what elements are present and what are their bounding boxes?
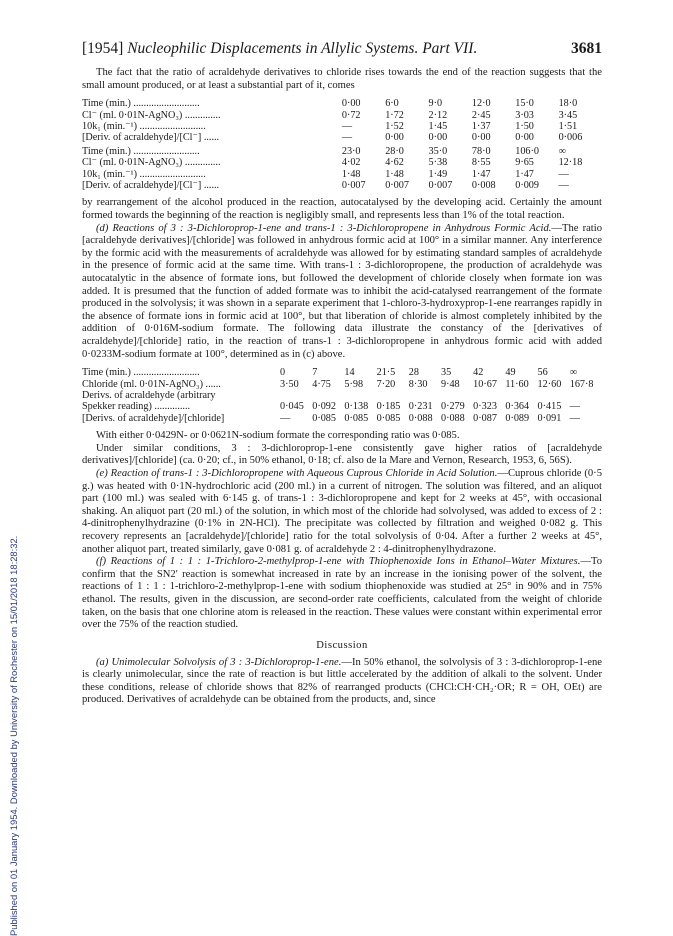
table-cell: 5·38 (428, 157, 448, 169)
table-cell: 1·51 (558, 121, 578, 132)
table-cell: 23·0 (341, 145, 361, 157)
table-cell: 49 (505, 367, 516, 379)
table-cell: 1·72 (385, 109, 404, 121)
table-cell: 0·279 (440, 401, 465, 413)
table-cell: 4·02 (341, 157, 361, 169)
header-year: [1954] (82, 40, 124, 57)
table-row (82, 144, 602, 157)
table-cell (473, 390, 505, 401)
table-cell: 35 (440, 367, 452, 379)
row-label: 10k₁ (min.⁻¹) .......................... (82, 168, 206, 180)
table-cell: 0·085 (312, 412, 336, 424)
table-cell: 0·085 (376, 412, 401, 424)
table-cell: 0·00 (471, 132, 491, 144)
table-cell: — (558, 180, 569, 192)
table-cell: 0·085 (344, 412, 369, 424)
table-cell: 106·0 (515, 145, 539, 157)
section-e-heading: (e) Reaction of trans-1 : 3-Dichloropropene with Aqueous Cuprous Chloride in Acid Solution. (96, 467, 498, 479)
table-cell: 1·47 (471, 168, 491, 180)
download-notice: Published on 01 January 1954. Downloaded by University of Rochester on 15/01/2018 18:28:32. (8, 535, 19, 936)
table-cell (312, 390, 344, 401)
table-cell: 4·75 (312, 378, 331, 390)
table-cell: 0·007 (341, 180, 366, 192)
table-cell: 3·45 (558, 109, 578, 121)
table-cell: 8·55 (471, 157, 491, 169)
table-cell: 12·60 (537, 378, 562, 390)
table-cell: 0 (280, 367, 286, 379)
table-cell: 9·65 (515, 157, 534, 169)
table-cell: ∞ (569, 367, 577, 379)
table-cell: 0·00 (515, 132, 534, 144)
row-label: Spekker reading) .............. (82, 401, 191, 413)
table-row (82, 367, 602, 378)
table-cell: 35·0 (428, 145, 448, 157)
table-cell: ∞ (558, 145, 566, 157)
table-row (82, 110, 602, 121)
table-cell: 0·087 (473, 412, 497, 424)
table-cell (441, 390, 473, 401)
table-cell: 8·30 (408, 378, 428, 390)
paragraph-ratio-note: With either 0·0429N- or 0·0621N-sodium formate the corresponding ratio was 0·085. (96, 430, 460, 442)
table-cell: 6·0 (385, 98, 399, 110)
paragraph-similar-conditions: Under similar conditions, 3 : 3-dichloroprop-1-ene consistently gave higher ratios of [acraldehyde derivatives]/[chloride] (ca. 0·20; cf., in 50% ethanol, 0·18; cf. also de la Mare and Vernon, Research, 1953, 6, 56S). (82, 442, 602, 467)
table-cell: 0·364 (505, 401, 530, 413)
table-cell: 0·007 (385, 180, 409, 192)
table-cell: 0·009 (515, 180, 539, 192)
table-cell: 1·50 (515, 121, 534, 132)
section-f-heading: (f) Reactions of 1 : 1 : 1-Trichloro-2-methylprop-1-ene with Thiophenoxide Ions in Ethanol–Water Mixtures. (96, 556, 581, 568)
table-cell: 0·008 (471, 180, 496, 192)
section-f-body: —To confirm that the SN2′ reaction is somewhat increased in rate by an increase in the ionising power of the solvent, the reactions of 1 : 1 : 1-trichloro-2-methylprop-1-ene with sodium thiophenoxide was studied at 25° in 90% and in 75% ethanol. The results, given in the discussion, are second-order rate coefficients, calculated from the weight of chloride taken, on the basis that one chlorine atom is released in the reaction. These values were constant within experimental error over the 75% of the reaction studied. (82, 556, 602, 631)
table-cell: 0·185 (376, 401, 401, 413)
table-cell: 12·0 (471, 98, 491, 110)
table-row (82, 169, 602, 180)
table-row (82, 390, 602, 401)
row-label: 10k₁ (min.⁻¹) .......................... (82, 121, 206, 132)
table-cell: 1·49 (428, 168, 448, 180)
table-cell: 0·138 (344, 401, 369, 413)
table-cell: 0·088 (408, 412, 433, 424)
table-cell: 7·20 (376, 378, 396, 390)
table-row (82, 413, 602, 424)
table-cell: 3·50 (280, 378, 299, 390)
table-cell: 28·0 (385, 145, 404, 157)
table-cell: — (569, 412, 580, 424)
table-row (82, 132, 602, 143)
section-d-heading: (d) Reactions of 3 : 3-Dichloroprop-1-ene and trans-1 : 3-Dichloropropene in Anhydrous Formic Acid. (96, 222, 552, 234)
table-cell: 0·00 (385, 132, 404, 144)
paragraph-section-f (82, 556, 602, 632)
table-cell: 0·231 (408, 401, 433, 413)
row-label: Chloride (ml. 0·01N-AgNO₃) ...... (82, 378, 221, 390)
table-cell: 1·45 (428, 121, 448, 132)
table-cell: 0·088 (440, 412, 465, 424)
table-cell: 0·323 (473, 401, 497, 413)
table-row (82, 180, 602, 191)
header-title: Nucleophilic Displacements in Allylic Systems. Part VII. (127, 40, 478, 57)
table-cell: 4·62 (385, 157, 404, 169)
journal-page (82, 40, 602, 707)
row-label: Cl⁻ (ml. 0·01N-AgNO₃) .............. (82, 157, 221, 169)
table-cell (538, 390, 570, 401)
table-cell: 1·52 (385, 121, 404, 132)
running-header (82, 40, 602, 58)
section-d-body: —The ratio [acraldehyde derivatives]/[chloride] was followed in anhydrous formic acid at 100° in a similar manner. Any interference by the formic acid with the measurements of acraldehyde was allowed for by estimating standard samples of acraldehyde in the presence of formic acid at the same time. With trans-1 : 3-dichloropropene, the production of acraldehyde was autocatalytic in the absence of formate ions, but followed the development of chloride closely when formate ion was added. It is presumed that the function of added formate was to inhibit the acid-catalysed rearrangement of the formate produced in the solvolysis; it was shown in a separate experiment that 1-chloro-3-hydroxyprop-1-ene rearranges rapidly in the absence of formate ions in formic acid at 100°, but that liberation of chloride is almost completely inhibited by the addition of 0·016M-sodium formate. The following data illustrate the constancy of the [derivatives of acraldehyde]/[chloride] ratio, in the reaction of trans-1 : 3-dichloropropene in anhydrous formic acid with added 0·0233M-sodium formate at 100°, determined as in (c) above. (82, 222, 602, 360)
table-cell: 0·415 (537, 401, 562, 413)
row-label: Time (min.) .......................... (82, 367, 200, 379)
row-label: Time (min.) .......................... (82, 145, 200, 157)
table-cell: 11·60 (505, 378, 529, 390)
table-cell (409, 390, 441, 401)
table-cell: 1·37 (471, 121, 491, 132)
table-cell: 0·006 (558, 132, 583, 144)
table-cell: — (558, 168, 569, 180)
page-number: 3681 (571, 40, 602, 57)
table-cell: 3·03 (515, 109, 534, 121)
table-row (82, 157, 602, 168)
table-row (82, 401, 602, 412)
table-cell: 2·12 (428, 109, 448, 121)
row-label: [Derivs. of acraldehyde]/[chloride] (82, 412, 225, 424)
table-row (82, 121, 602, 132)
table-cell: 10·67 (473, 378, 497, 390)
row-label: [Deriv. of acraldehyde]/[Cl⁻] ...... (82, 180, 220, 192)
table-cell: — (280, 412, 291, 424)
table-cell: 9·48 (440, 378, 460, 390)
table-cell: 9·0 (428, 98, 443, 110)
table-cell: — (569, 401, 580, 413)
table-cell: 15·0 (515, 98, 534, 110)
table-cell (280, 390, 312, 401)
table-cell: 1·48 (341, 168, 361, 180)
table-cell: 14 (344, 367, 355, 379)
table-cell: 0·00 (341, 98, 361, 110)
table-cell: 5·98 (344, 378, 364, 390)
section-title-discussion: Discussion (316, 639, 368, 651)
formate-ratio-table (82, 367, 602, 424)
table-cell (570, 390, 602, 401)
discussion-a-body: —In 50% ethanol, the solvolysis of 3 : 3-dichloroprop-1-ene is clearly unimolecular, since the rate of reaction is but little accelerated by the addition of alkali to the solvent. Under these conditions, release of chloride shows that 82% of rearranged products (CHCl:CH·CH₂·OR; R = OH, OEt) are produced. Derivatives of acraldehyde can be obtained from the products, and, since (82, 656, 602, 706)
table-cell: 0·007 (428, 180, 453, 192)
table-row (82, 98, 602, 109)
paragraph-section-e (82, 468, 602, 556)
table-cell: 0·72 (341, 109, 361, 121)
discussion-a-heading: (a) Unimolecular Solvolysis of 3 : 3-Dichloroprop-1-ene. (96, 656, 342, 668)
table-row (82, 379, 602, 390)
paragraph-discussion-a (82, 657, 602, 707)
table-cell (505, 390, 537, 401)
table-cell: 78·0 (471, 145, 491, 157)
table-cell: — (341, 121, 353, 132)
kinetics-table (82, 98, 602, 191)
paragraph-rearrangement: by rearrangement of the alcohol produced in the reaction, autocatalysed by the developing acid. Certainly the amount formed towards the beginning of the reaction is negligibly small, and represents less than 1% of the total reaction. (82, 197, 602, 222)
paragraph-section-d (82, 223, 602, 362)
table-cell: 12·18 (558, 157, 583, 169)
table-cell: 21·5 (376, 367, 396, 379)
table-cell: 1·48 (385, 168, 404, 180)
row-label: Time (min.) .......................... (82, 98, 200, 110)
table-cell: 0·00 (428, 132, 448, 144)
table-cell: 1·47 (515, 168, 534, 180)
table-cell: 167·8 (569, 378, 594, 390)
table-cell: 7 (312, 367, 318, 379)
table-cell: 0·092 (312, 401, 336, 413)
table-cell: — (341, 132, 353, 144)
table-cell: 18·0 (558, 98, 578, 110)
table-cell: 0·091 (537, 412, 562, 424)
table-cell: 2·45 (471, 109, 491, 121)
table-cell (377, 390, 409, 401)
row-label: Cl⁻ (ml. 0·01N-AgNO₃) .............. (82, 109, 221, 121)
table-cell: 42 (473, 367, 484, 379)
table-cell: 0·045 (280, 401, 304, 413)
table-cell: 0·089 (505, 412, 530, 424)
section-e-body: —Cuprous chloride (0·5 g.) was heated with 0·1N-hydrochloric acid (200 ml.) in a current of nitrogen. The solution was filtered, and an aliquot part (100 ml.) was sealed with 6·145 g. of trans-1 : 3-dichloropropene and kept for 2 weeks at 45°, with occasional shaking. An aliquot part (20 ml.) of the solution, in which most of the chloride had solvolysed, was added to excess of 2 : 4-dinitrophenylhydrazine (0·1% in 2N-HCl). The precipitate was collected by filtration and weighed 0·082 g. This recovery represents an [acraldehyde]/[chloride] ratio for the total solvolysis of 0·04. After a further 2 weeks at 45°, another aliquot part, treated similarly, gave 0·081 g. of acraldehyde 2 : 4-dinitrophenylhydrazone. (82, 467, 603, 555)
table-cell (344, 390, 376, 401)
row-label: [Deriv. of acraldehyde]/[Cl⁻] ...... (82, 132, 220, 144)
table-cell: 56 (537, 367, 548, 379)
paragraph-intro: The fact that the ratio of acraldehyde derivatives to chloride rises towards the end of the reaction suggests that the small amount produced, or at least a substantial part of it, comes (82, 67, 602, 91)
table-cell: 28 (408, 367, 419, 379)
row-label: Derivs. of acraldehyde (arbitrary (82, 389, 216, 401)
